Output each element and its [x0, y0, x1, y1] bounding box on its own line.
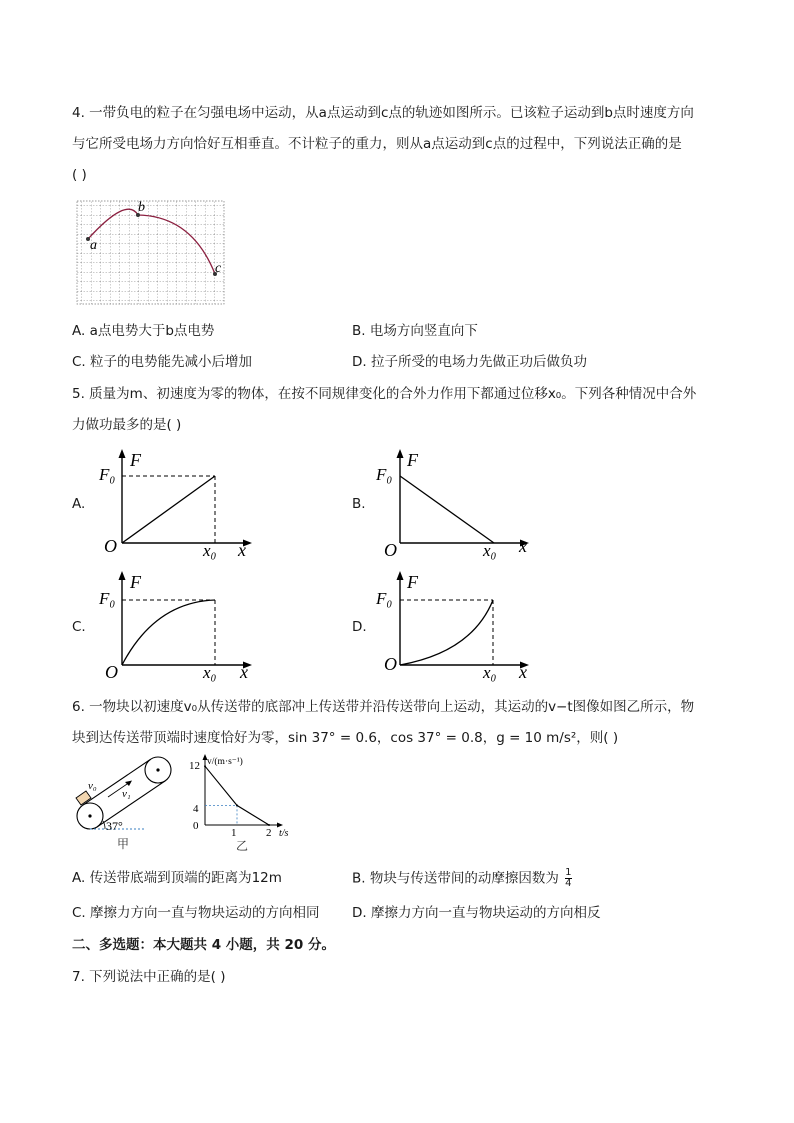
tick-label-f0: F₀: [99, 589, 116, 608]
force-line: [122, 476, 215, 543]
q4-stem-line2: 与它所受电场力方向恰好互相垂直。不计粒子的重力，则从a点运动到c点的过程中，下列说法正确的是: [72, 136, 682, 152]
label-b: b: [138, 200, 145, 215]
tick-label-f0: F₀: [376, 589, 393, 608]
q6-stem-line2: 块到达传送带顶端时速度恰好为零，sin 37° = 0.6，cos 37° = 0.8，g = 10 m/s²，则( ): [72, 730, 619, 746]
q6-conveyor-figure: [72, 752, 182, 852]
q4-stem-line1: 4. 一带负电的粒子在匀强电场中运动，从a点运动到c点的轨迹如图所示。已该粒子运动到b点时速度方向: [72, 105, 694, 121]
tick-label-x0: x₀: [203, 663, 217, 682]
q6-stem-line1: 6. 一物块以初速度v₀从传送带的底部冲上传送带并沿传送带向上运动，其运动的v−t图像如图乙所示，物: [72, 699, 695, 715]
q6-option-b[interactable]: [352, 868, 572, 889]
label-v0: v₀: [88, 780, 97, 792]
axis-label-x: x: [519, 536, 527, 556]
q4-option-b[interactable]: B. 电场方向竖直向下: [352, 323, 478, 339]
tick-label-f0: F₀: [99, 465, 116, 484]
y-tick-12: 12: [189, 760, 200, 772]
x-tick-1: 1: [231, 827, 237, 839]
q5-option-b-label[interactable]: B.: [352, 496, 366, 512]
axis-label-x: x: [240, 662, 248, 682]
label-v1: v₁: [122, 788, 131, 800]
axis-label-f: F: [407, 450, 418, 470]
q5-graph-c: [95, 570, 265, 682]
section-heading: 二、多选题：本大题共 4 小题，共 20 分。: [72, 937, 335, 953]
data-point-1: [236, 804, 238, 806]
q4-stem-line3: ( ): [72, 167, 87, 183]
q7-stem-line1: 7. 下列说法中正确的是( ): [72, 969, 226, 985]
fraction-denominator: 4: [565, 878, 572, 889]
x-tick-2: 2: [266, 827, 272, 839]
axis-label-x: x: [238, 540, 246, 560]
origin-label: O: [104, 536, 117, 556]
q4-option-c[interactable]: C. 粒子的电势能先减小后增加: [72, 354, 253, 370]
q6-vt-graph: [186, 752, 316, 852]
q5-stem-line2: 力做功最多的是( ): [72, 417, 182, 433]
q5-graph-a: [95, 448, 265, 560]
axis-label-x: x: [519, 662, 527, 682]
force-curve: [400, 600, 493, 665]
origin-label: O: [105, 662, 118, 682]
axis-label-f: F: [130, 572, 141, 592]
data-point-2: [268, 824, 270, 826]
label-angle: 37°: [106, 819, 123, 833]
x-axis-label: t/s: [279, 828, 289, 839]
caption-jia: 甲: [117, 837, 130, 851]
q4-trajectory-figure: [72, 196, 232, 308]
force-line: [400, 476, 494, 543]
q6-option-b-text: B. 物块与传送带间的动摩擦因数为: [352, 870, 559, 887]
axis-label-f: F: [130, 450, 141, 470]
fraction-numerator: 1: [565, 867, 572, 878]
caption-yi: 乙: [236, 839, 249, 853]
q5-graph-d: [372, 570, 542, 682]
q5-stem-line1: 5. 质量为m、初速度为零的物体，在按不同规律变化的合外力作用下都通过位移x₀。下列各种情况中合外: [72, 386, 697, 402]
tick-label-x0: x₀: [483, 541, 497, 560]
label-a: a: [90, 238, 97, 253]
y-tick-4: 4: [193, 803, 199, 815]
q6-option-c[interactable]: C. 摩擦力方向一直与物块运动的方向相同: [72, 905, 320, 921]
q5-graph-b: [372, 448, 542, 560]
tick-label-x0: x₀: [483, 663, 497, 682]
origin-label: O: [384, 540, 397, 560]
q4-option-a[interactable]: A. a点电势大于b点电势: [72, 323, 215, 339]
axis-label-f: F: [407, 572, 418, 592]
data-point-0: [204, 765, 206, 767]
q4-option-d[interactable]: D. 拉子所受的电场力先做正功后做负功: [352, 354, 587, 370]
y-tick-0: 0: [193, 820, 199, 832]
label-c: c: [215, 261, 222, 276]
tick-label-x0: x₀: [203, 541, 217, 560]
force-curve: [122, 600, 215, 665]
q5-option-d-label[interactable]: D.: [352, 619, 367, 635]
q6-option-a[interactable]: A. 传送带底端到顶端的距离为12m: [72, 870, 282, 886]
q6-option-d[interactable]: D. 摩擦力方向一直与物块运动的方向相反: [352, 905, 601, 921]
origin-label: O: [384, 654, 397, 674]
q5-option-c-label[interactable]: C.: [72, 619, 86, 635]
y-axis-label: v/(m·s⁻¹): [207, 757, 243, 767]
velocity-series-line: [205, 766, 269, 825]
tick-label-f0: F₀: [376, 465, 393, 484]
q5-option-a-label[interactable]: A.: [72, 496, 86, 512]
fraction: [565, 868, 571, 889]
